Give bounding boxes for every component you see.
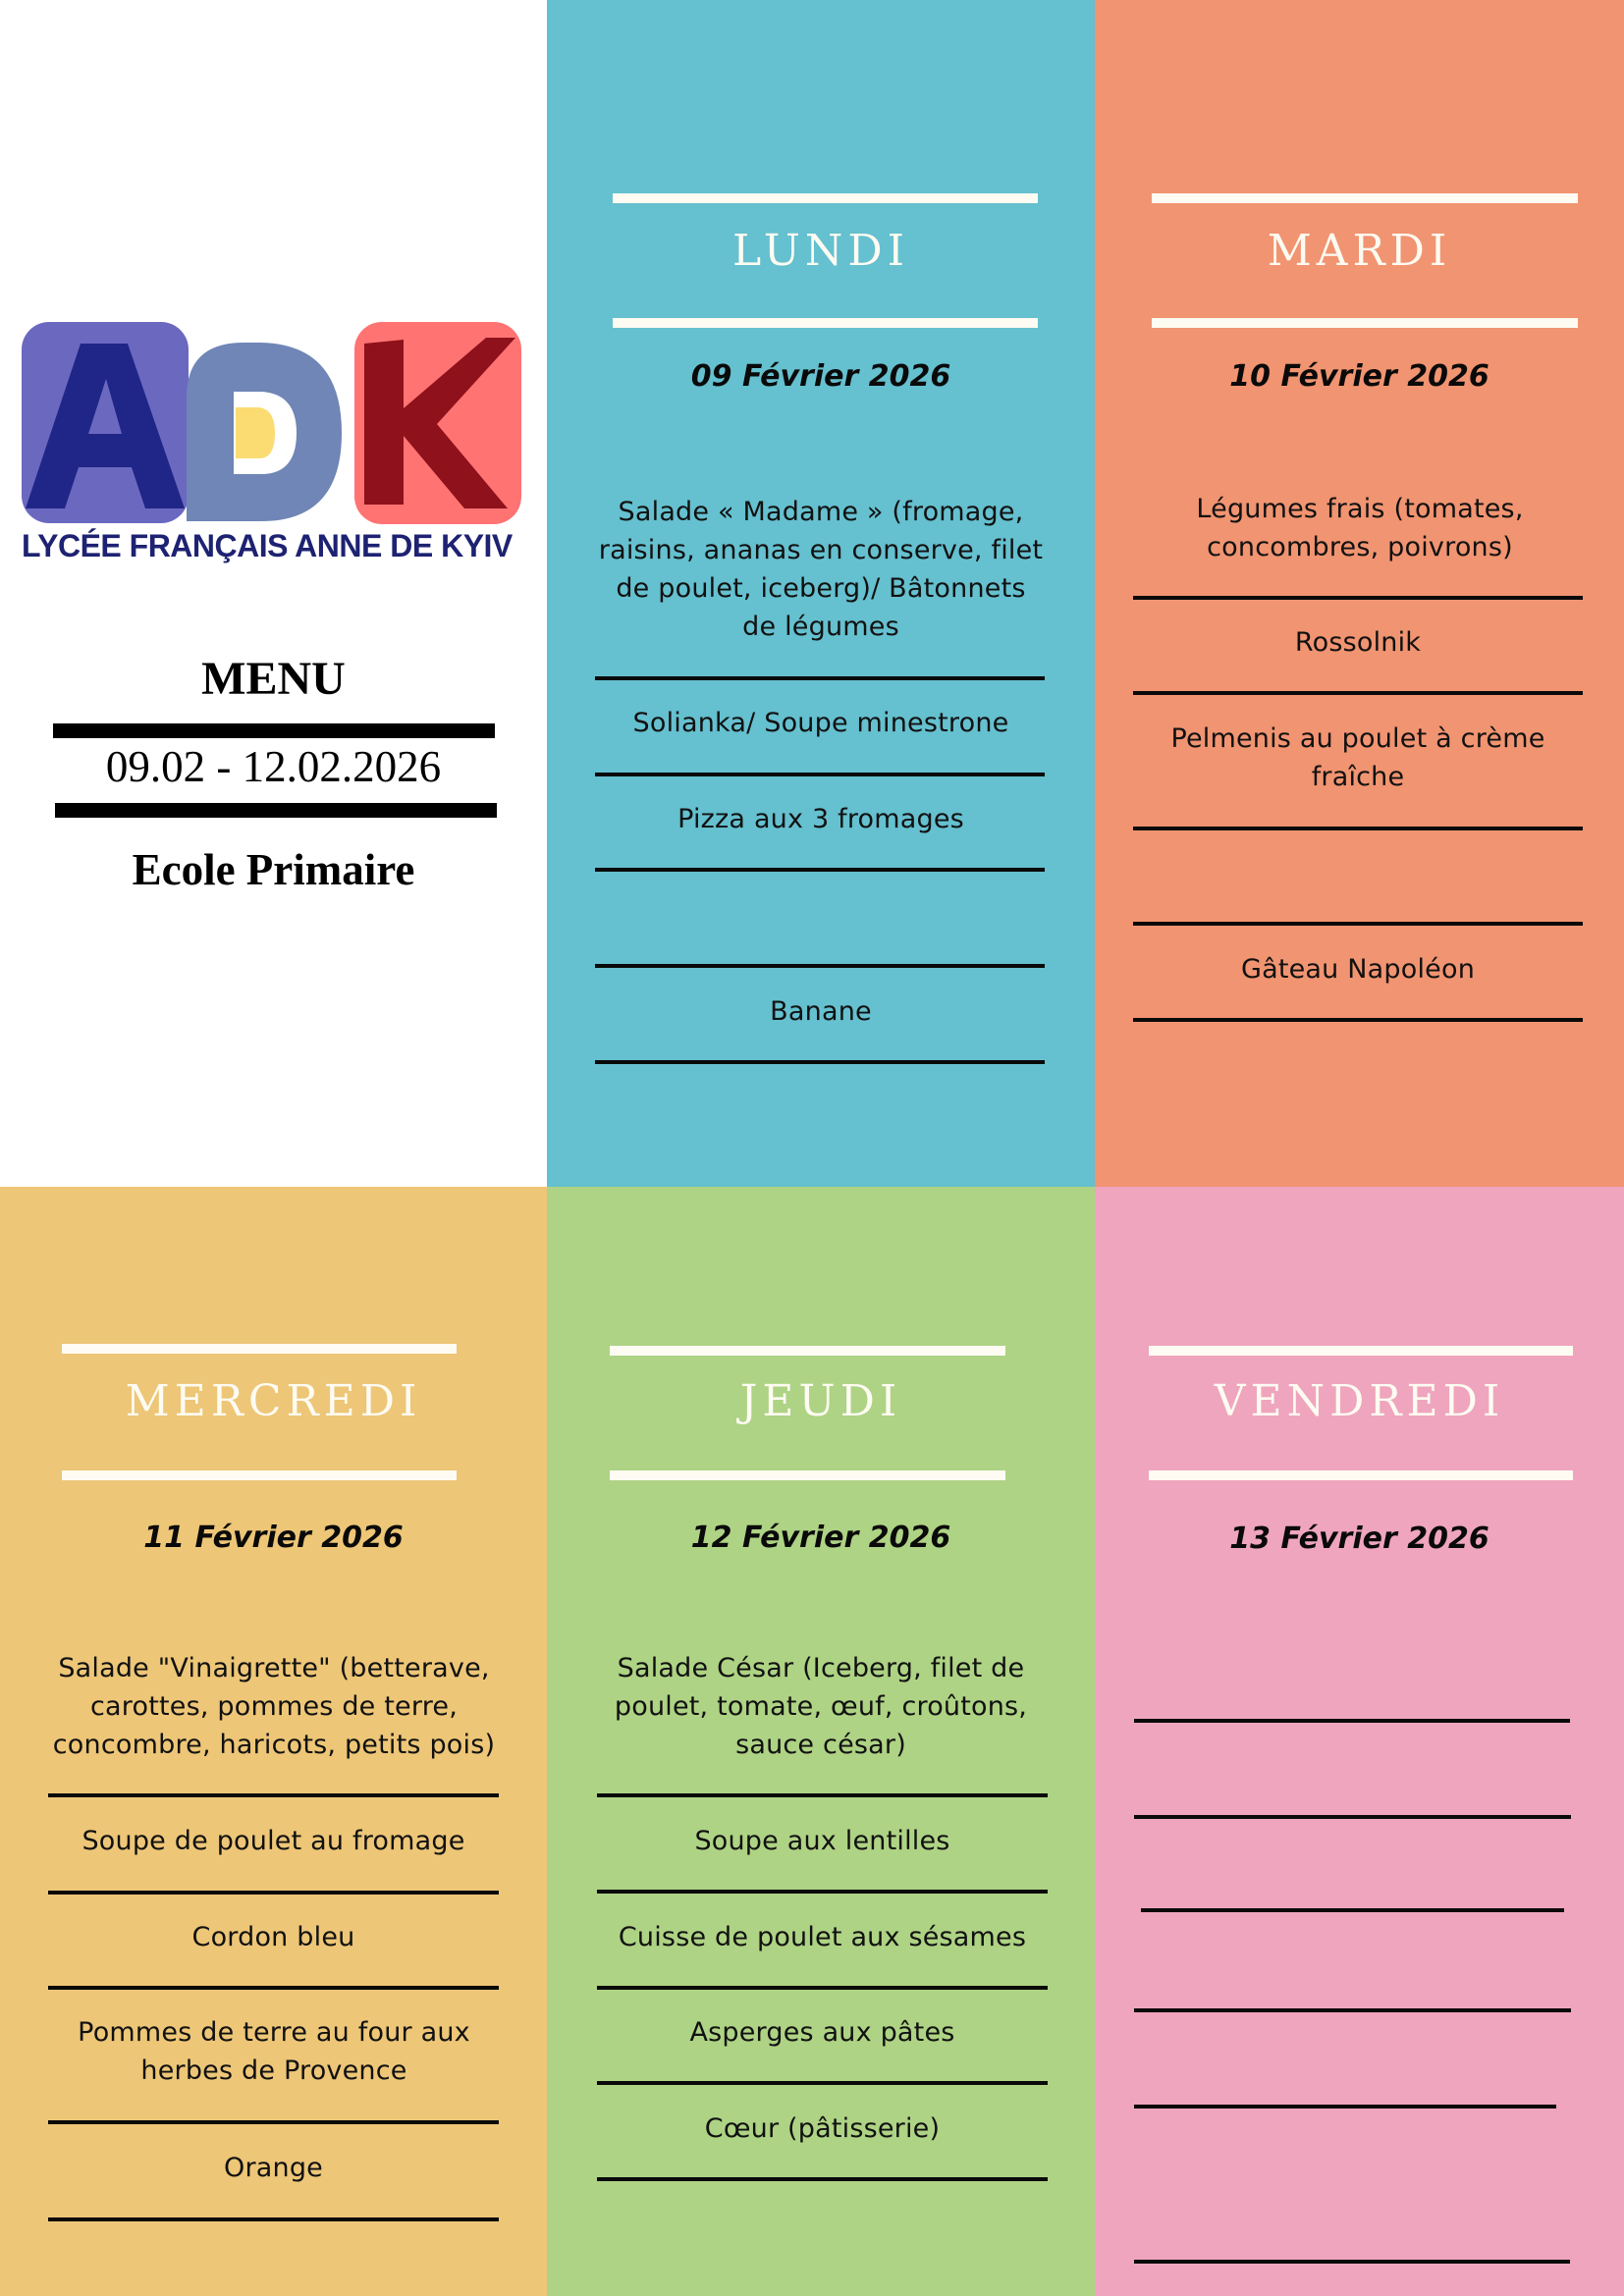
day-date: 13 Février 2026 [1229,1522,1489,1556]
dish-divider [595,868,1045,872]
day-date: 10 Février 2026 [1229,359,1489,394]
dish-divider [1133,1018,1583,1022]
dish-divider [1134,1719,1570,1723]
title-bar-top [610,1346,1005,1356]
day-name: MERCREDI [125,1376,422,1426]
title-bar-top [62,1344,457,1354]
dish-divider [595,676,1045,680]
dish-divider [1141,1908,1564,1912]
dish-divider [48,1891,499,1895]
dish-divider [1133,922,1583,926]
title-bar-top [613,193,1038,203]
dish-divider [597,1890,1048,1894]
dish-side: Asperges aux pâtes [689,2017,955,2048]
dish-main: Cordon bleu [191,1922,355,1952]
dish-divider [597,1986,1048,1990]
dish-starter: Salade César (Iceberg, filet de poulet, tomate, œuf, croûtons, sauce césar) [614,1653,1028,1760]
dish-starter: Salade « Madame » (fromage, raisins, ananas en conserve, filet de poulet, iceberg)/ Bâtonnets de légumes [598,497,1044,642]
dish-dessert: Gâteau Napoléon [1240,954,1476,985]
dish-soup: Rossolnik [1294,627,1422,658]
menu-audience: Ecole Primaire [132,845,415,894]
logo-letter-a-icon [22,322,189,523]
header-panel [0,0,547,1187]
dish-main: Cuisse de poulet aux sésames [618,1922,1027,1952]
logo-letter-d-icon [185,339,347,525]
dish-divider [595,1060,1045,1064]
dish-main: Pelmenis au poulet à crème fraîche [1170,723,1545,792]
day-date: 11 Février 2026 [143,1521,404,1555]
title-bar-bottom [62,1470,457,1480]
dish-starter: Légumes frais (tomates, concombres, poivrons) [1196,494,1524,562]
dish-dessert: Banane [770,996,872,1027]
dish-divider [1133,596,1583,600]
logo-letter-k-icon [354,322,521,524]
dish-divider [597,2081,1048,2085]
header-divider-bottom [55,803,497,818]
menu-period: 09.02 - 12.02.2026 [105,742,442,791]
dish-dessert: Cœur (pâtisserie) [704,2113,941,2144]
dish-divider [1134,2105,1556,2109]
dish-starter: Salade "Vinaigrette" (betterave, carottes, pommes de terre, concombre, haricots, petits pois) [52,1653,496,1760]
day-name: MARDI [1267,226,1452,276]
dish-divider [595,773,1045,776]
school-logo [0,0,547,589]
dish-divider [1133,827,1583,830]
dish-divider [48,1986,499,1990]
dish-divider [48,1793,499,1797]
dish-dessert: Orange [224,2153,323,2183]
menu-title: MENU [201,653,346,705]
day-panel-lundi [547,0,1095,1187]
day-name: JEUDI [739,1376,902,1426]
dish-divider [595,964,1045,968]
dish-soup: Solianka/ Soupe minestrone [632,708,1009,738]
day-panel-vendredi [1095,1187,1624,2296]
title-bar-bottom [613,318,1038,328]
dish-divider [1133,691,1583,695]
day-date: 09 Février 2026 [690,359,951,394]
dish-divider [48,2120,499,2124]
title-bar-top [1149,1346,1573,1356]
dish-divider [597,2177,1048,2181]
dish-divider [1134,2008,1571,2012]
dish-soup: Soupe de poulet au fromage [81,1826,465,1856]
dish-divider [1134,1815,1571,1819]
day-panel-mardi [1095,0,1624,1187]
title-bar-bottom [1152,318,1578,328]
school-name: LYCÉE FRANÇAIS ANNE DE KYIV [22,528,513,563]
day-panel-jeudi [547,1187,1095,2296]
day-date: 12 Février 2026 [690,1521,951,1555]
title-bar-bottom [610,1470,1005,1480]
dish-divider [597,1793,1048,1797]
header-divider-top [53,723,495,738]
dish-main: Pizza aux 3 fromages [677,804,964,834]
dish-divider [48,2217,499,2221]
dish-soup: Soupe aux lentilles [694,1826,950,1856]
dish-side: Pommes de terre au four aux herbes de Provence [78,2017,470,2086]
title-bar-bottom [1149,1470,1573,1480]
day-name: VENDREDI [1214,1376,1505,1426]
title-bar-top [1152,193,1578,203]
dish-divider [1134,2260,1570,2264]
day-name: LUNDI [731,226,910,276]
day-panel-mercredi [0,1187,547,2296]
